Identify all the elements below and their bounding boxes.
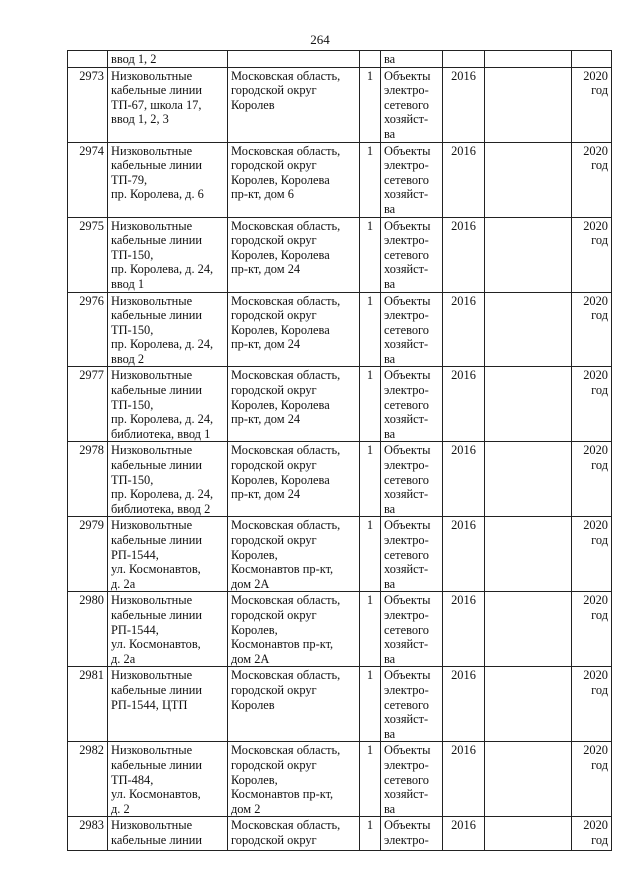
cell-quantity [360, 51, 381, 68]
cell-end-year: 2020 год [572, 817, 612, 851]
cell-name: Низковольтные кабельные линии РП-1544, ул. Космонавтов, д. 2а [108, 592, 228, 667]
cell-year: 2016 [443, 67, 485, 142]
table-row [68, 142, 612, 217]
cell-number: 2977 [68, 367, 108, 442]
cell-name: Низковольтные кабельные линии ТП-150, пр. Королева, д. 24, библиотека, ввод 2 [108, 442, 228, 517]
cell-address: Московская область, городской округ Королев, Космонавтов пр-кт, дом 2 [228, 742, 360, 817]
cell-address: Московская область, городской округ Королев, Королева пр-кт, дом 6 [228, 142, 360, 217]
cell-end-year: 2020 год [572, 217, 612, 292]
cell-year: 2016 [443, 217, 485, 292]
cell-type: Объекты электро- сетевого хозяйст- ва [381, 142, 443, 217]
cell-address: Московская область, городской округ Королев, Королева пр-кт, дом 24 [228, 217, 360, 292]
cell-address [228, 51, 360, 68]
cell-quantity: 1 [360, 742, 381, 817]
cell-year: 2016 [443, 592, 485, 667]
cell-type: Объекты электро- сетевого хозяйст- ва [381, 367, 443, 442]
cell-end-year [572, 51, 612, 68]
cell-address: Московская область, городской округ Королев [228, 667, 360, 742]
cell-number: 2974 [68, 142, 108, 217]
cell-number: 2983 [68, 817, 108, 851]
cell-address: Московская область, городской округ Королев, Королева пр-кт, дом 24 [228, 442, 360, 517]
cell-quantity: 1 [360, 517, 381, 592]
cell-name: Низковольтные кабельные линии ТП-150, пр. Королева, д. 24, ввод 2 [108, 292, 228, 367]
cell-name: Низковольтные кабельные линии ТП-150, пр. Королева, д. 24, ввод 1 [108, 217, 228, 292]
cell-address: Московская область, городской округ Королев, Королева пр-кт, дом 24 [228, 367, 360, 442]
cell-blank [485, 667, 572, 742]
cell-type: Объекты электро- сетевого хозяйст- ва [381, 742, 443, 817]
cell-quantity: 1 [360, 367, 381, 442]
cell-blank [485, 367, 572, 442]
cell-end-year: 2020 год [572, 517, 612, 592]
cell-year: 2016 [443, 667, 485, 742]
cell-address: Московская область, городской округ Королев, Космонавтов пр-кт, дом 2А [228, 517, 360, 592]
cell-name: Низковольтные кабельные линии РП-1544, ЦТП [108, 667, 228, 742]
table-row [68, 292, 612, 367]
table-row [68, 742, 612, 817]
cell-year: 2016 [443, 292, 485, 367]
cell-blank [485, 51, 572, 68]
cell-name: Низковольтные кабельные линии РП-1544, ул. Космонавтов, д. 2а [108, 517, 228, 592]
cell-year: 2016 [443, 517, 485, 592]
cell-type: Объекты электро- сетевого хозяйст- ва [381, 67, 443, 142]
cell-number: 2981 [68, 667, 108, 742]
cell-year: 2016 [443, 442, 485, 517]
table-row [68, 67, 612, 142]
cell-type: Объекты электро- сетевого хозяйст- ва [381, 667, 443, 742]
cell-blank [485, 217, 572, 292]
cell-name: Низковольтные кабельные линии ТП-150, пр. Королева, д. 24, библиотека, ввод 1 [108, 367, 228, 442]
cell-quantity: 1 [360, 592, 381, 667]
table-row [68, 592, 612, 667]
cell-number: 2978 [68, 442, 108, 517]
table-row [68, 217, 612, 292]
cell-type: Объекты электро- сетевого хозяйст- ва [381, 517, 443, 592]
cell-quantity: 1 [360, 217, 381, 292]
cell-quantity: 1 [360, 142, 381, 217]
cell-quantity: 1 [360, 67, 381, 142]
cell-address: Московская область, городской округ [228, 817, 360, 851]
cell-end-year: 2020 год [572, 592, 612, 667]
cell-number [68, 51, 108, 68]
cell-address: Московская область, городской округ Королев, Королева пр-кт, дом 24 [228, 292, 360, 367]
cell-type: Объекты электро- сетевого хозяйст- ва [381, 442, 443, 517]
cell-name: ввод 1, 2 [108, 51, 228, 68]
cell-end-year: 2020 год [572, 292, 612, 367]
cell-blank [485, 67, 572, 142]
cell-year: 2016 [443, 742, 485, 817]
cell-end-year: 2020 год [572, 442, 612, 517]
cell-number: 2982 [68, 742, 108, 817]
cell-number: 2973 [68, 67, 108, 142]
table-row [68, 367, 612, 442]
cell-end-year: 2020 год [572, 67, 612, 142]
table-row [68, 442, 612, 517]
page-number: 264 [310, 32, 330, 47]
cell-type: Объекты электро- сетевого хозяйст- ва [381, 217, 443, 292]
cell-number: 2979 [68, 517, 108, 592]
cell-year: 2016 [443, 367, 485, 442]
cell-blank [485, 742, 572, 817]
table-row [68, 817, 612, 851]
cell-quantity: 1 [360, 292, 381, 367]
cell-number: 2976 [68, 292, 108, 367]
cell-end-year: 2020 год [572, 367, 612, 442]
cell-blank [485, 817, 572, 851]
cell-year [443, 51, 485, 68]
cell-type: Объекты электро- сетевого хозяйст- ва [381, 292, 443, 367]
cell-year: 2016 [443, 817, 485, 851]
cell-quantity: 1 [360, 817, 381, 851]
cell-year: 2016 [443, 142, 485, 217]
cell-blank [485, 292, 572, 367]
cell-address: Московская область, городской округ Королев [228, 67, 360, 142]
cell-type: Объекты электро- сетевого хозяйст- ва [381, 592, 443, 667]
cell-number: 2980 [68, 592, 108, 667]
table-row [68, 667, 612, 742]
cell-blank [485, 142, 572, 217]
cell-quantity: 1 [360, 442, 381, 517]
cell-end-year: 2020 год [572, 742, 612, 817]
cell-number: 2975 [68, 217, 108, 292]
cell-type: ва [381, 51, 443, 68]
registry-table-body [68, 51, 612, 851]
cell-name: Низковольтные кабельные линии [108, 817, 228, 851]
cell-end-year: 2020 год [572, 667, 612, 742]
cell-name: Низковольтные кабельные линии ТП-67, школа 17, ввод 1, 2, 3 [108, 67, 228, 142]
table-row-continuation [68, 51, 612, 68]
cell-type: Объекты электро- [381, 817, 443, 851]
cell-blank [485, 592, 572, 667]
cell-blank [485, 517, 572, 592]
cell-name: Низковольтные кабельные линии ТП-79, пр. Королева, д. 6 [108, 142, 228, 217]
cell-blank [485, 442, 572, 517]
cell-address: Московская область, городской округ Королев, Космонавтов пр-кт, дом 2А [228, 592, 360, 667]
table-row [68, 517, 612, 592]
registry-table [67, 50, 612, 851]
cell-name: Низковольтные кабельные линии ТП-484, ул. Космонавтов, д. 2 [108, 742, 228, 817]
cell-end-year: 2020 год [572, 142, 612, 217]
cell-quantity: 1 [360, 667, 381, 742]
